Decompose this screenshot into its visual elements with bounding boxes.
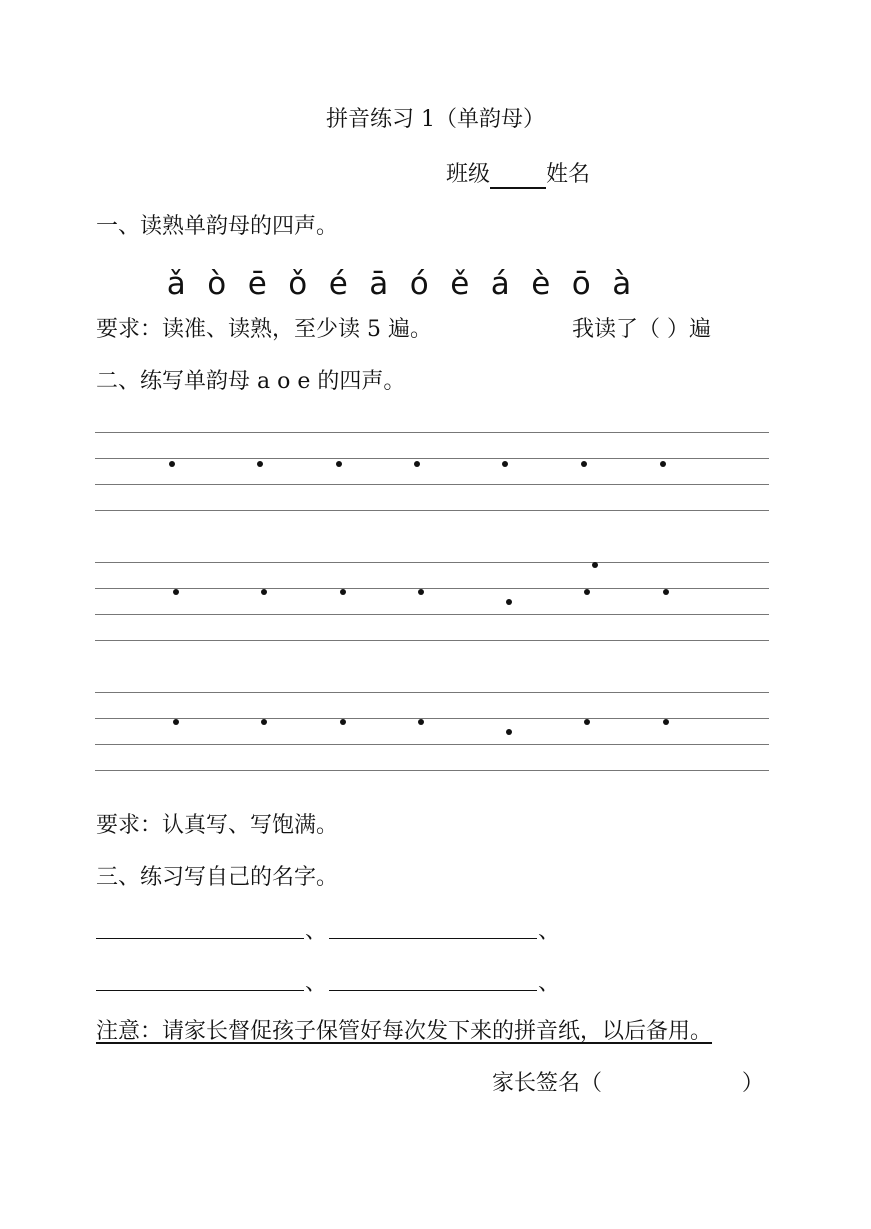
dot-mark (506, 729, 512, 735)
class-label: 班级 (446, 162, 491, 187)
dot-mark (584, 719, 590, 725)
staff-line (95, 458, 769, 459)
pinyin-item: ō (571, 266, 591, 302)
dot-mark (261, 589, 267, 595)
parent-note: 注意：请家长督促孩子保管好每次发下来的拼音纸，以后备用。 (96, 1019, 713, 1044)
section2-heading: 二、练写单韵母 a o e 的四声。 (96, 369, 406, 394)
dot-mark (418, 589, 424, 595)
dot-mark (340, 589, 346, 595)
dot-mark (660, 461, 666, 467)
staff-line (95, 744, 769, 745)
class-name-header (446, 161, 590, 189)
section1-requirement: 要求：读准、读熟，至少读 5 遍。 (96, 317, 432, 342)
page-title: 拼音练习 1（单韵母） (326, 107, 545, 132)
staff-line (95, 484, 769, 485)
pinyin-item: ā (369, 266, 389, 302)
pinyin-row (156, 265, 642, 303)
staff-line (95, 692, 769, 693)
dot-mark (173, 589, 179, 595)
name-writing-line[interactable] (329, 938, 537, 939)
staff-line (95, 640, 769, 641)
pinyin-item: á (490, 266, 510, 302)
dot-mark (340, 719, 346, 725)
pinyin-item: ǎ (166, 266, 186, 302)
class-blank[interactable] (490, 165, 546, 189)
dot-mark (336, 461, 342, 467)
staff-line (95, 432, 769, 433)
dot-mark (257, 461, 263, 467)
pinyin-item: ò (207, 266, 227, 302)
dot-mark (584, 589, 590, 595)
section2-requirement: 要求：认真写、写饱满。 (96, 813, 339, 838)
separator: 、 (538, 971, 561, 996)
name-writing-line[interactable] (96, 990, 304, 991)
dot-mark (502, 461, 508, 467)
separator: 、 (305, 971, 328, 996)
pinyin-item: ǒ (288, 266, 308, 302)
separator: 、 (305, 919, 328, 944)
name-writing-line[interactable] (96, 938, 304, 939)
dot-mark (169, 461, 175, 467)
dot-mark (173, 719, 179, 725)
name-label: 姓名 (546, 162, 591, 187)
dot-mark (581, 461, 587, 467)
dot-mark (663, 719, 669, 725)
dot-mark (663, 589, 669, 595)
dot-mark (418, 719, 424, 725)
separator: 、 (538, 919, 561, 944)
pinyin-item: è (531, 266, 551, 302)
section3-heading: 三、练习写自己的名字。 (96, 865, 339, 890)
dot-mark (261, 719, 267, 725)
dot-mark (592, 562, 598, 568)
read-count: 我读了（ ）遍 (572, 317, 711, 342)
staff-line (95, 770, 769, 771)
staff-line (95, 614, 769, 615)
pinyin-item: ě (450, 266, 470, 302)
pinyin-item: ē (247, 266, 267, 302)
name-writing-line[interactable] (329, 990, 537, 991)
pinyin-item: à (612, 266, 632, 302)
parent-signature[interactable]: 家长签名（ ） (492, 1071, 764, 1096)
dot-mark (506, 599, 512, 605)
dot-mark (414, 461, 420, 467)
staff-line (95, 562, 769, 563)
pinyin-item: é (328, 266, 348, 302)
pinyin-item: ó (409, 266, 429, 302)
staff-line (95, 510, 769, 511)
section1-heading: 一、读熟单韵母的四声。 (96, 214, 339, 239)
